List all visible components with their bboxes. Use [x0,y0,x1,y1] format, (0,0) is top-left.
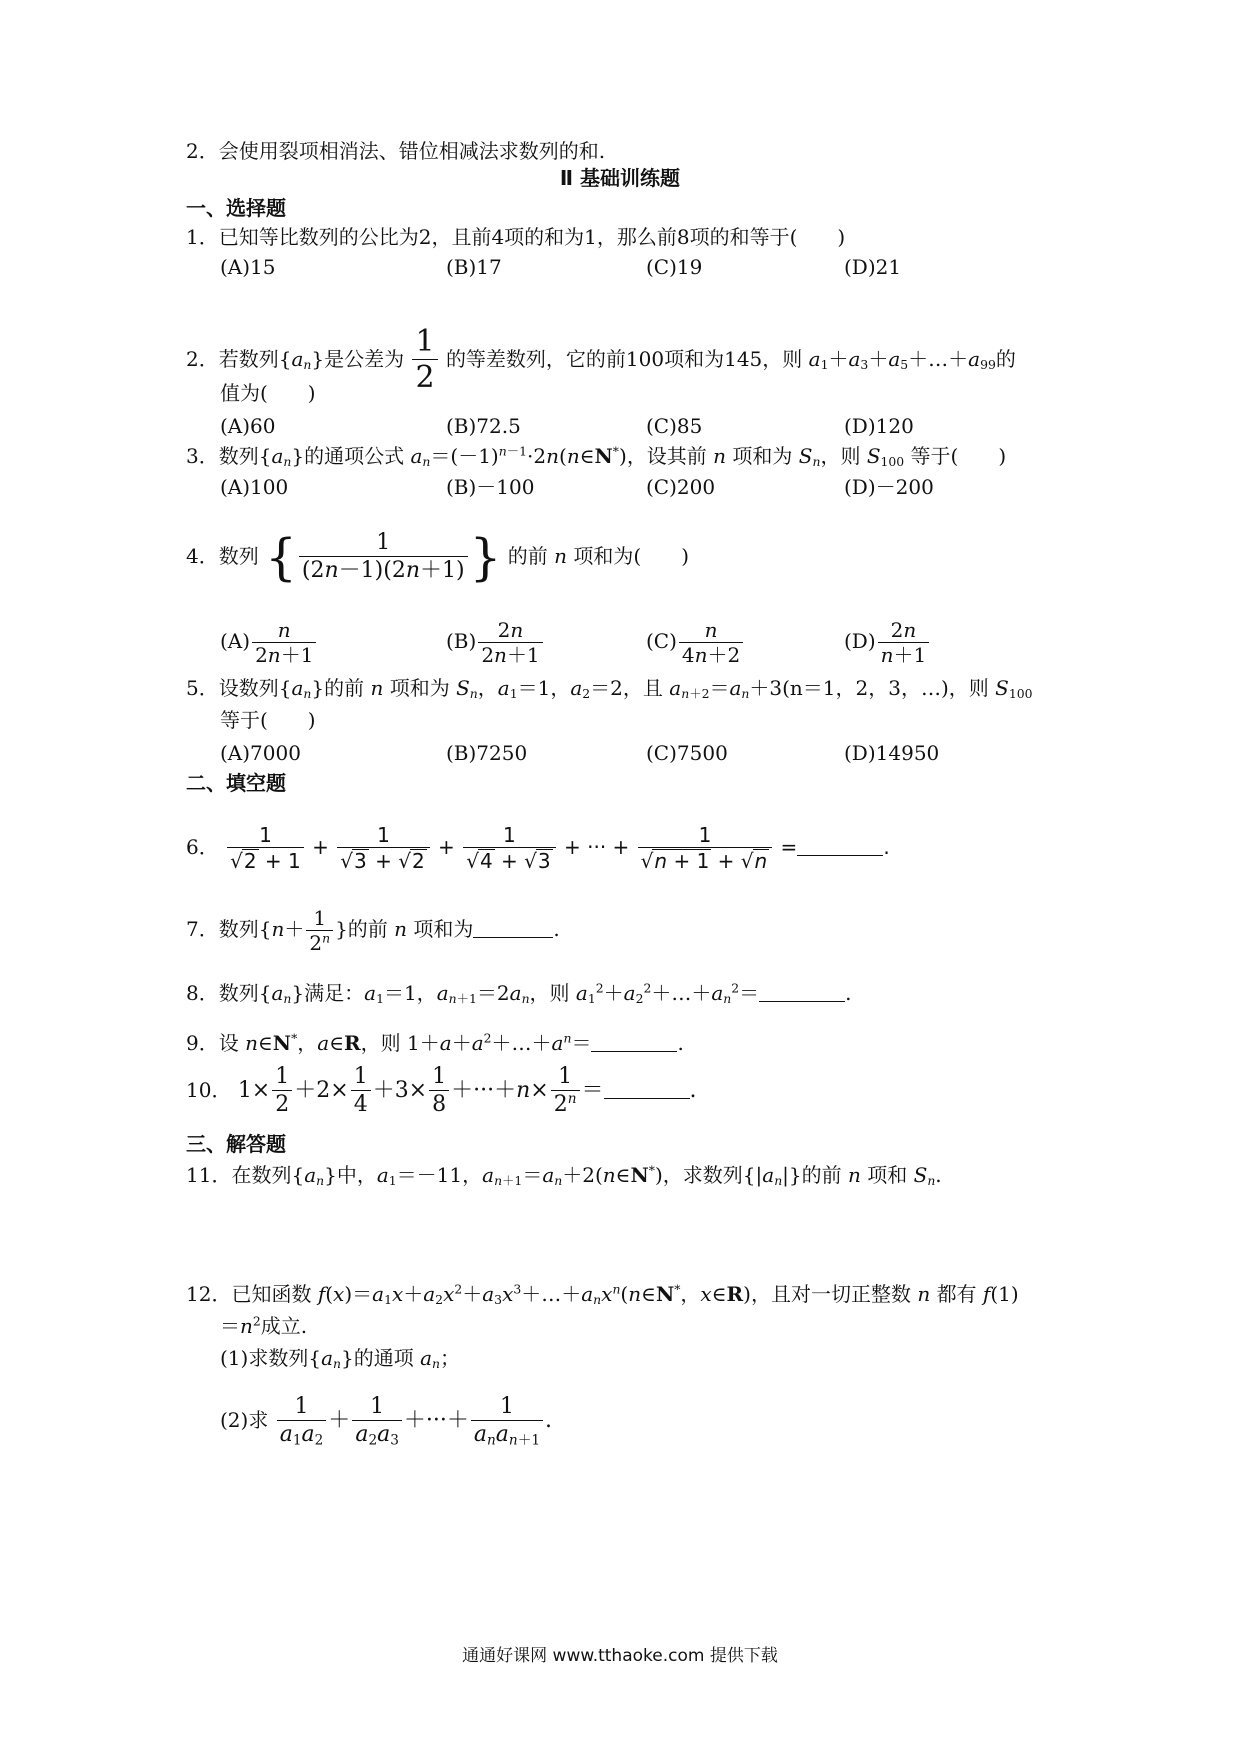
question-12-stem: 12．已知函数 $f(x)=a_1x+a_2x^2+a_3x^3+\dots+a_nx^n(n\in N^*$，x∈R)，且对一切正整数 n 都有 f(1) [186,1281,1019,1308]
question-12-part2: (2)求 $\frac{1}{a_1a_2}$ ＋ $\frac{1}{a_2a_3}$ ＋···＋ $\frac{1}{a_na_{n+1}}$ . [220,1393,552,1449]
question-10: 10． 1× $\frac{1}{2}$ ＋2× $\frac{1}{4}$ ＋3× $\frac{1}{8}$ ＋···＋n× $\frac{1}{2^n}$ ＝ . [186,1063,697,1117]
option-d: (D)14950 [844,741,940,765]
option-c: (C)7500 [646,741,728,765]
question-7: 7．数列{n＋ $\frac{1}{2^n}$ }的前 n 项和为 . [186,905,560,955]
question-8: 8．数列$\{a_n\}$满足：$a_1=1$，$a_{n+1}=2a_n$，则 $a_1^2+a_2^2+\dots+a_n^2=$ . [186,980,852,1007]
option-d: (D)－200 [844,475,934,499]
question-1-stem: 1．已知等比数列的公比为2，且前4项的和为1，那么前8项的和等于( ) [186,225,846,249]
question-2-line2: 值为( ) [220,381,316,405]
section-choice: 一、选择题 [186,196,286,220]
question-3-stem: 3．数列$\{a_n\}$的通项公式 $a_n=(-1)^{n-1}\cdot 2n(n\in N^*)$，设其前 n 项和为 $S_n$，则 $S_{100}$ 等于( ) [186,443,1007,470]
option-d: (D)120 [844,414,914,438]
question-9: 9．设 n∈N*，a∈R，则 $1+a+a^2+\dots+a^n=$ . [186,1030,684,1055]
option-a: (A)60 [220,414,276,438]
learning-goal-2: 2．会使用裂项相消法、错位相减法求数列的和. [186,139,606,163]
option-a: (A) $\frac{n}{2n+1}$ [220,613,318,669]
question-5-stem: 5．设数列$\{a_n\}$的前 n 项和为 $S_n$，$a_1=1$，$a_2=2$，且 $a_{n+2}=a_n+3(n=1$，2，3，…)，则 $S_{100}$ [186,676,1033,702]
question-5-line2: 等于( ) [220,708,316,732]
question-12-line2: $=n^2$成立. [220,1313,308,1338]
question-2-stem: 2．若数列$\{a_n\}$是公差为 $\frac{1}{2}$ 的等差数列，它的前100项和为145，则 $a_1+a_3+a_5+\dots+a_{99}$的 [186,324,1016,395]
option-b: (B)－100 [446,475,535,499]
option-b: (B)7250 [446,741,528,765]
question-11: 11．在数列$\{a_n\}$中，$a_1=-11$，$a_{n+1}=a_n+2(n\in N^*)$，求数列$\{|a_n|\}$的前 n 项和 $S_n$. [186,1162,942,1189]
question-12-part1: (1)求数列$\{a_n\}$的通项 $a_n$； [220,1346,460,1372]
question-4-stem: 4．数列 { $\frac{1}{(2n-1)(2n+1)}$ } 的前 n 项和为( ) [186,528,689,587]
option-a: (A)15 [220,255,276,279]
section-fill: 二、填空题 [186,771,286,795]
option-c: (C)200 [646,475,716,499]
option-c: (C)19 [646,255,703,279]
option-a: (A)100 [220,475,289,499]
option-a: (A)7000 [220,741,301,765]
option-d: (D) $\frac{2n}{n+1}$ [844,613,931,669]
option-b: (B) $\frac{2n}{2n+1}$ [446,613,545,669]
part-title: Ⅱ 基础训练题 [559,166,681,190]
option-b: (B)17 [446,255,502,279]
page-footer: 通通好课网 www.tthaoke.com 提供下载 [462,1646,778,1666]
option-d: (D)21 [844,255,902,279]
option-c: (C) $\frac{n}{4n+2}$ [646,613,745,669]
section-answer: 三、解答题 [186,1132,286,1156]
option-c: (C)85 [646,414,703,438]
option-b: (B)72.5 [446,414,521,438]
question-6: 6． $\frac{1}{√2 + 1}$ + $\frac{1}{√3 + √2}$ + $\frac{1}{√4 + √3}$ + ··· + $\frac{1}{√n + 1 + √n}$ = . [186,823,890,873]
